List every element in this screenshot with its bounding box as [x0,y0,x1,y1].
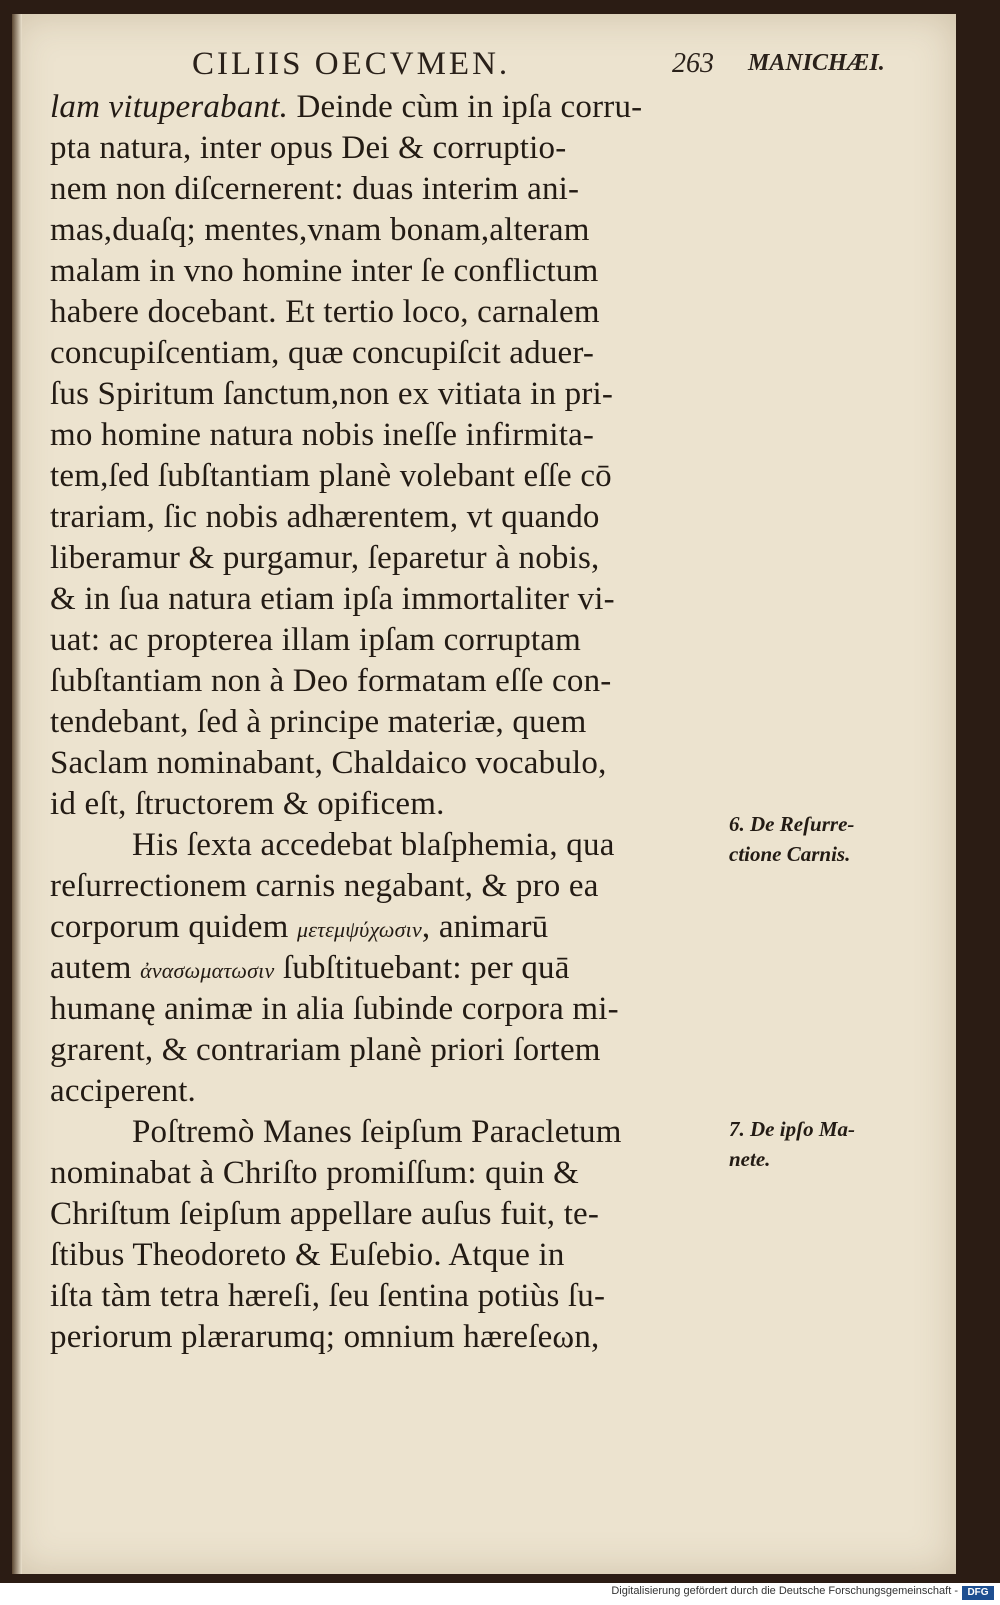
text-line: pta natura, inter opus Dei & corruptio- [50,130,567,166]
text-line: tendebant, ſed à principe materiæ, quem [50,704,587,740]
text-line: nominabat à Chriſto promiſſum: quin & [50,1155,579,1191]
text-line: ſubſtantiam non à Deo formatam eſſe con- [50,663,612,699]
dfg-logo: DFG [962,1586,994,1600]
margin-note-resurrection [729,809,929,869]
margin-note-line: ctione Carnis. [729,842,851,866]
italic-phrase: lam vituperabant. [50,89,289,125]
greek-word: μετεμψύχωσιν [296,917,422,942]
greek-word: ἀνασωματωσιν [140,958,275,983]
text-fragment: ſubſtituebant: per quā [274,950,570,986]
text-line: & in ſua natura etiam ipſa immortaliter vi- [50,581,615,617]
text-line: ſtibus Theodoreto & Euſebio. Atque in [50,1237,565,1273]
text-line: tem,ſed ſubſtantiam planè volebant eſſe cō [50,458,612,494]
text-line: iſta tàm tetra hæreſi, ſeu ſentina potiùs ſu- [50,1278,606,1314]
text-line: habere docebant. Et tertio loco, carnalem [50,294,600,330]
text-fragment: Deinde cùm in ipſa corru- [288,89,643,125]
page-header [12,42,956,82]
section-head: MANICHÆI. [748,50,885,76]
text-line: liberamur & purgamur, ſeparetur à nobis, [50,540,600,576]
text-line: id eſt, ſtructorem & opificem. [50,786,445,822]
page-gutter-shadow [12,14,22,1574]
text-line: trariam, ſic nobis adhærentem, vt quando [50,499,600,535]
margin-note-line: 6. De Reſurre- [729,812,855,836]
page-number: 263 [672,48,714,79]
text-line: mas,duaſq; mentes,vnam bonam,alteram [50,212,590,248]
margin-note-line: 7. De ipſo Ma- [729,1117,855,1141]
text-line: mo homine natura nobis ineſſe infirmita- [50,417,595,453]
text-line: uat: ac propterea illam ipſam corruptam [50,622,581,658]
text-line: Saclam nominabant, Chaldaico vocabulo, [50,745,607,781]
paragraph-start-line: His ſexta accedebat blaſphemia, qua [132,827,615,863]
text-line [50,87,740,128]
funding-credit: Digitalisierung gefördert durch die Deutsche Forschungsgemeinschaft - [611,1585,958,1597]
text-line: humanę animæ in alia ſubinde corpora mi- [50,991,619,1027]
footer-bar [0,1583,1000,1605]
margin-note-manes [729,1114,929,1174]
margin-note-line: nete. [729,1147,771,1171]
text-line: grarent, & contrariam planè priori ſortem [50,1032,601,1068]
paragraph-start-line: Poſtremò Manes ſeipſum Paracletum [132,1114,622,1150]
text-line: reſurrectionem carnis negabant, & pro ea [50,868,599,904]
text-fragment: autem [50,950,141,986]
text-fragment: corporum quidem [50,909,297,945]
text-line: acciperent. [50,1073,197,1109]
book-page [12,14,956,1574]
running-head: CILIIS OECVMEN. [192,46,511,82]
text-line [50,907,740,948]
body-text [50,87,740,1358]
text-line: concupiſcentiam, quæ concupiſcit aduer- [50,335,595,371]
text-line: Chriſtum ſeipſum appellare auſus fuit, te- [50,1196,600,1232]
text-line: periorum plærarumq; omnium hæreſeωn, [50,1319,600,1355]
text-line: nem non diſcernerent: duas interim ani- [50,171,580,207]
text-line: ſus Spiritum ſanctum,non ex vitiata in pri- [50,376,614,412]
text-fragment: , animarū [421,909,549,945]
text-line: malam in vno homine inter ſe conflictum [50,253,599,289]
text-line [50,948,740,989]
